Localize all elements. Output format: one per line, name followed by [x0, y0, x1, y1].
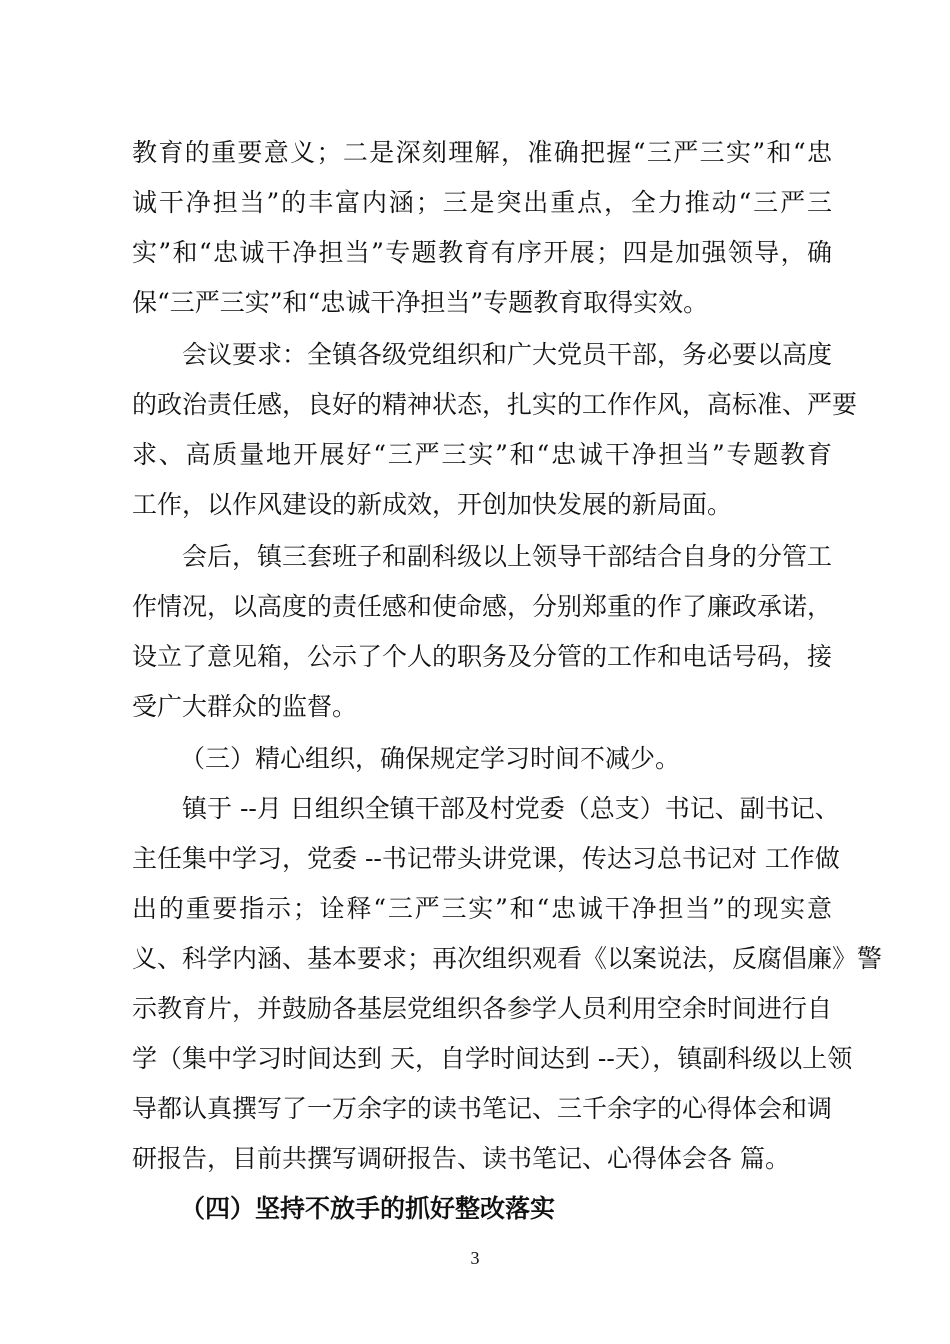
section-heading-4: （四）坚持不放手的抓好整改落实 — [180, 1194, 556, 1223]
paragraph-2-line-2: 的政治责任感，良好的精神状态，扎实的工作作风，高标准、严要 — [132, 390, 858, 419]
paragraph-3-line-3: 设立了意见箱，公示了个人的职务及分管的工作和电话号码，接 — [132, 642, 833, 671]
section-heading-3: （三）精心组织，确保规定学习时间不减少。 — [180, 744, 681, 773]
paragraph-4-line-7: 导都认真撰写了一万余字的读书笔记、三千余字的心得体会和调 — [132, 1094, 833, 1123]
paragraph-1-line-2: 诚干净担当”的丰富内涵；三是突出重点，全力推动“三严三 — [132, 188, 832, 217]
paragraph-1-line-4: 保“三严三实”和“忠诚干净担当”专题教育取得实效。 — [132, 288, 709, 317]
paragraph-4-line-1: 镇于 --月 日组织全镇干部及村党委（总支）书记、副书记、 — [182, 794, 840, 823]
paragraph-4-line-8: 研报告，目前共撰写调研报告、读书笔记、心得体会各 篇。 — [132, 1144, 790, 1173]
paragraph-3-line-2: 作情况，以高度的责任感和使命感，分别郑重的作了廉政承诺， — [132, 592, 833, 621]
paragraph-4-line-6: 学（集中学习时间达到 天，自学时间达到 --天），镇副科级以上领 — [132, 1044, 853, 1073]
paragraph-2-line-1: 会议要求：全镇各级党组织和广大党员干部，务必要以高度 — [182, 340, 833, 369]
paragraph-3-line-4: 受广大群众的监督。 — [132, 692, 358, 721]
paragraph-4-line-5: 示教育片，并鼓励各基层党组织各参学人员利用空余时间进行自 — [132, 994, 833, 1023]
paragraph-2-line-4: 工作，以作风建设的新成效，开创加快发展的新局面。 — [132, 490, 733, 519]
paragraph-2-line-3: 求、高质量地开展好“三严三实”和“忠诚干净担当”专题教育 — [132, 440, 832, 469]
paragraph-1-line-1: 教育的重要意义；二是深刻理解，准确把握“三严三实”和“忠 — [132, 138, 832, 167]
page-number: 3 — [470, 1248, 480, 1268]
paragraph-4-line-3: 出的重要指示；诠释“三严三实”和“忠诚干净担当”的现实意 — [132, 894, 832, 923]
paragraph-4-line-2: 主任集中学习，党委 --书记带头讲党课，传达习总书记对 工作做 — [132, 844, 840, 873]
paragraph-4-line-4: 义、科学内涵、基本要求；再次组织观看《以案说法，反腐倡廉》警 — [132, 944, 883, 973]
paragraph-3-line-1: 会后，镇三套班子和副科级以上领导干部结合自身的分管工 — [182, 542, 833, 571]
paragraph-1-line-3: 实”和“忠诚干净担当”专题教育有序开展；四是加强领导，确 — [132, 238, 832, 267]
